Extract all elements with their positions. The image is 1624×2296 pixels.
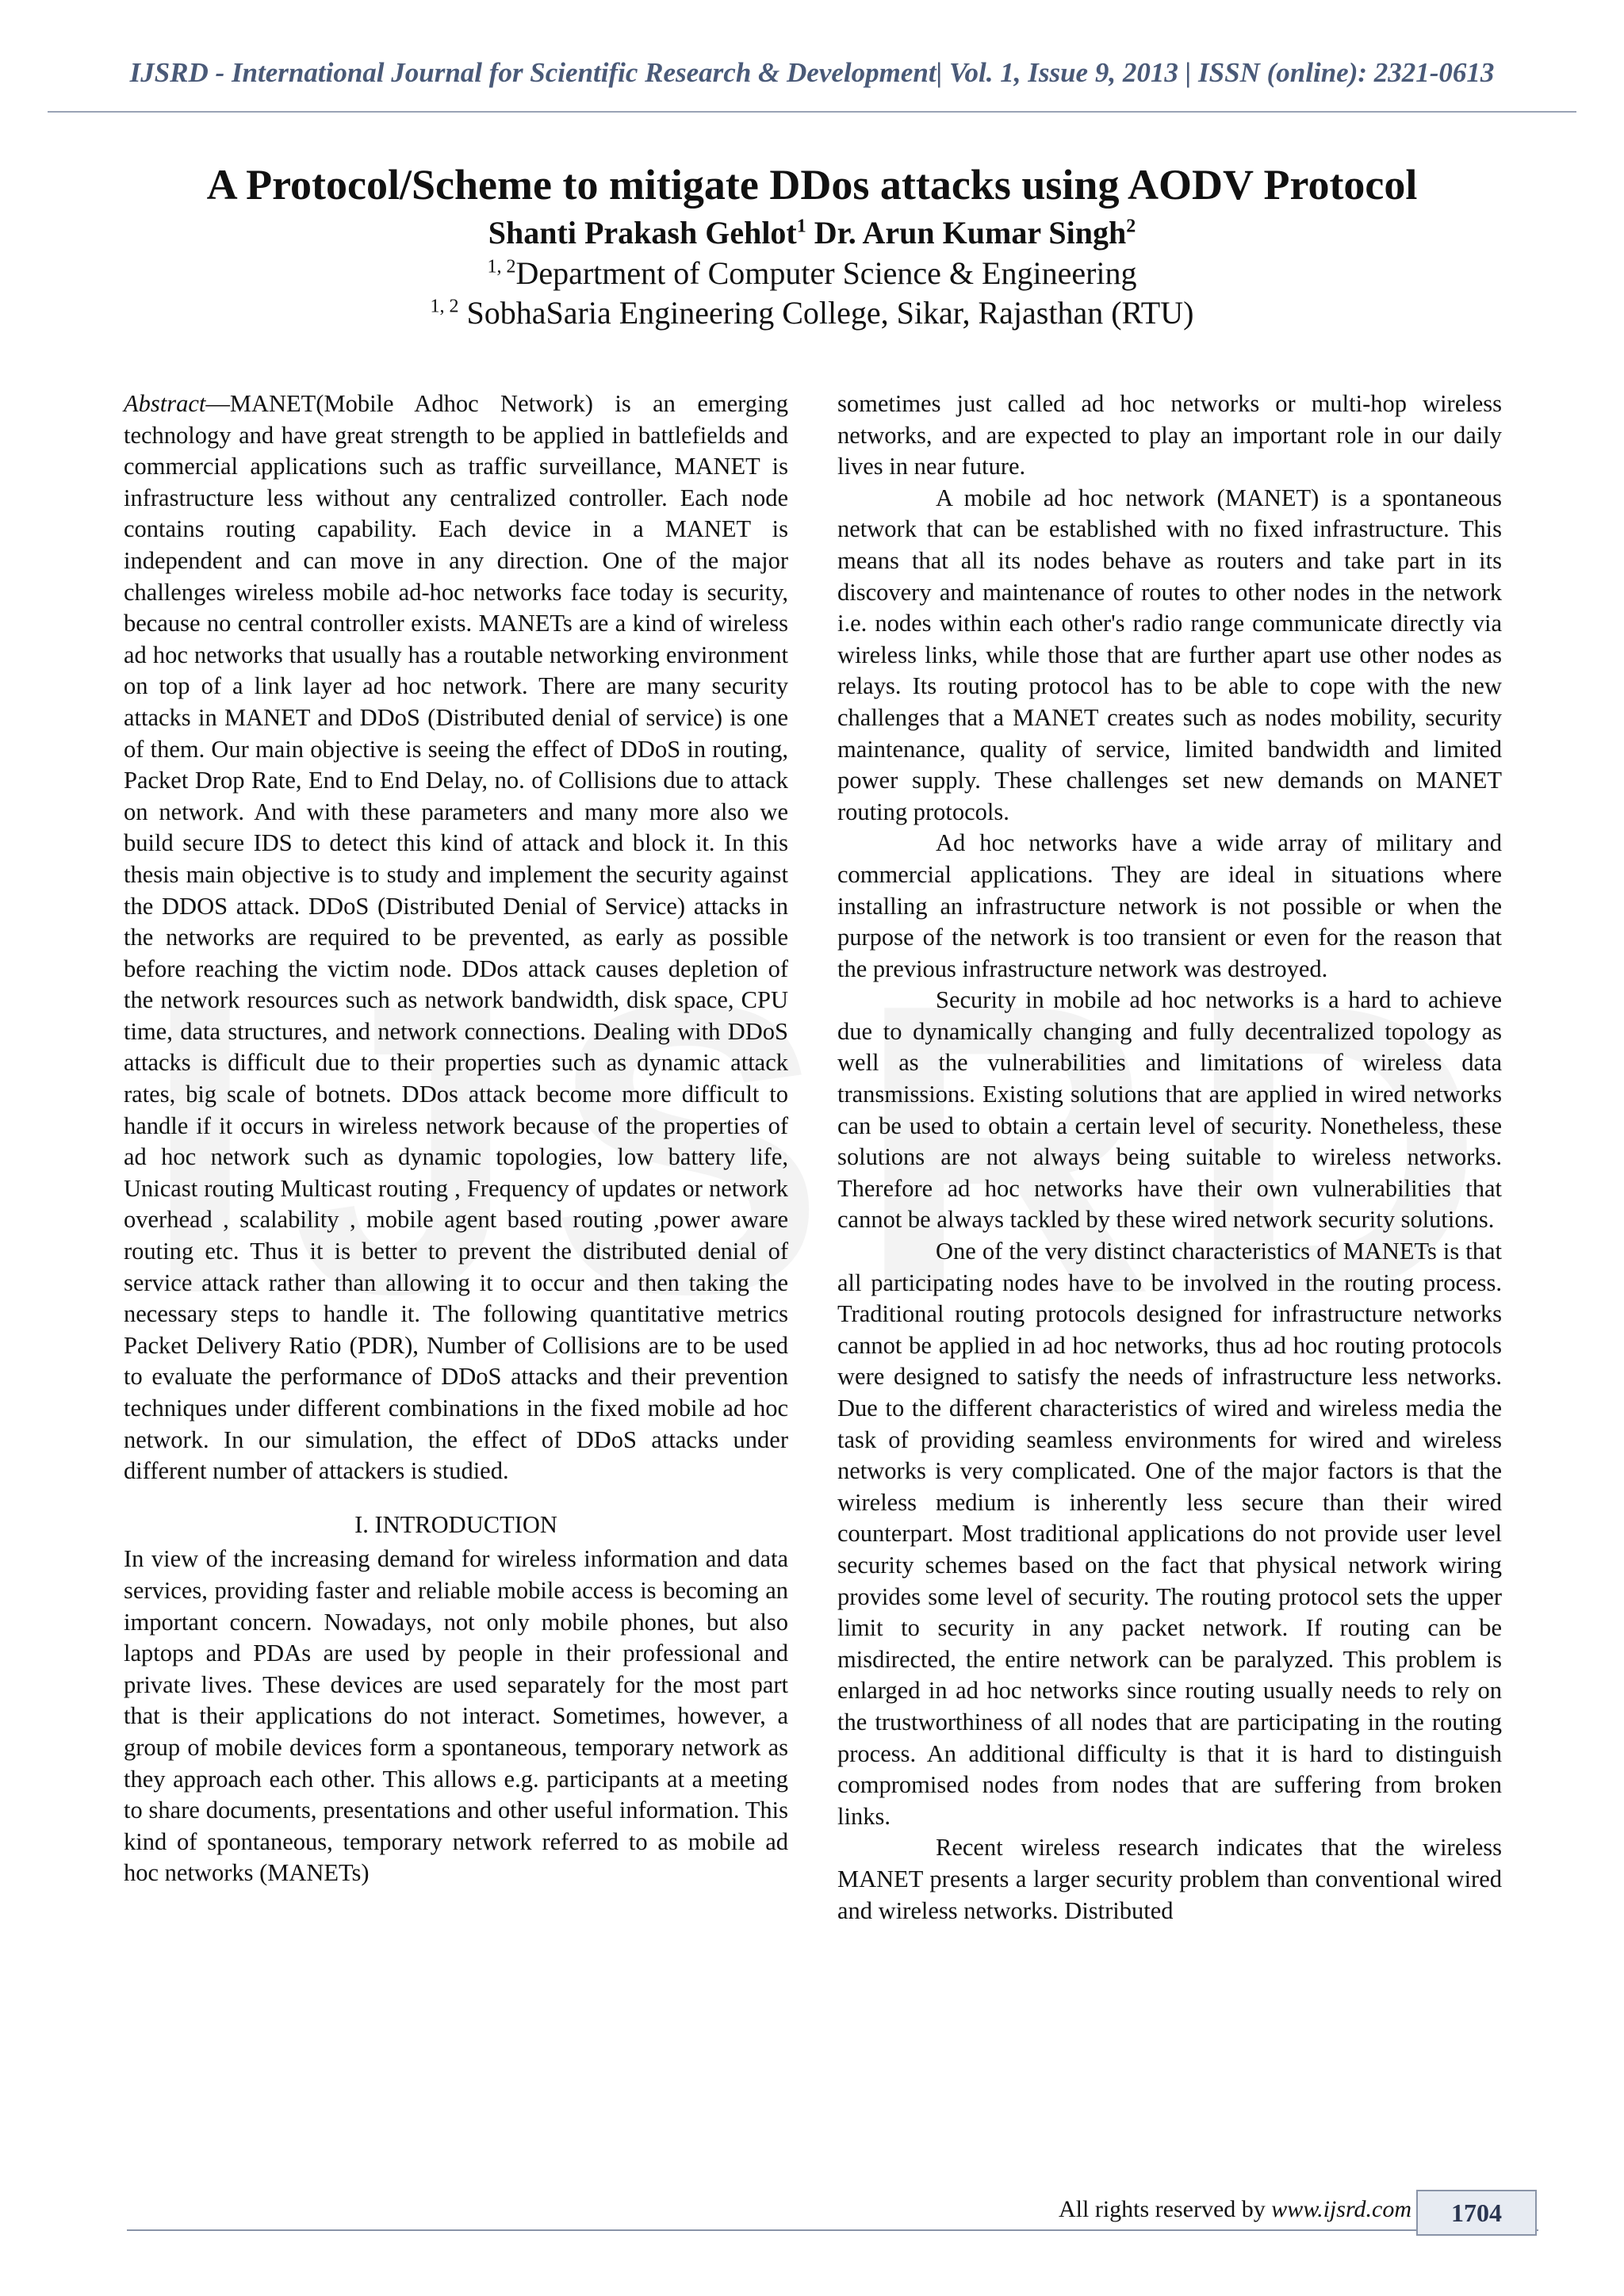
affiliation-sup: 1, 2 bbox=[430, 296, 459, 317]
header-rule bbox=[48, 111, 1576, 113]
title-block bbox=[0, 159, 1624, 333]
abstract-dash: — bbox=[205, 390, 230, 417]
author-1: Shanti Prakash Gehlot bbox=[488, 215, 797, 251]
intro-paragraph-6: Recent wireless research indicates that the wireless MANET presents a larger security problem than conventional wired and wireless networks. Distributed bbox=[837, 1834, 1502, 1924]
author-1-sup: 1 bbox=[796, 216, 806, 237]
affiliation-department bbox=[0, 254, 1624, 293]
affiliation-sup: 1, 2 bbox=[487, 256, 516, 277]
running-head: IJSRD - International Journal for Scientific Research & Development| Vol. 1, Issue 9, 2013 | ISSN (online): 2321-0613 bbox=[129, 57, 1495, 88]
right-column bbox=[837, 388, 1502, 1927]
section-heading-introduction: I. INTRODUCTION bbox=[354, 1510, 557, 1538]
intro-paragraph-2: A mobile ad hoc network (MANET) is a spontaneous network that can be established with no fixed infrastructure. This means that all its nodes behave as routers and take part in its discovery and maintenance of routes to other nodes in the network i.e. nodes within each other's radio range communicate directly via wireless links, while those that are further apart use other nodes as relays. Its routing protocol has to be able to cope with the new challenges that a MANET creates such as nodes mobility, security maintenance, quality of service, limited bandwidth and limited power supply. These challenges set new demands on MANET routing protocols. bbox=[837, 484, 1502, 825]
author-2: Dr. Arun Kumar Singh bbox=[806, 215, 1127, 251]
abstract bbox=[124, 388, 788, 1487]
intro-paragraph-1-continued: sometimes just called ad hoc networks or multi-hop wireless networks, and are expected to play an important role in our daily lives in near future. bbox=[837, 390, 1502, 480]
abstract-label: Abstract bbox=[124, 390, 206, 417]
intro-paragraph-5: One of the very distinct characteristics of MANETs is that all participating nodes have to be involved in the routing process. Traditional routing protocols designed for infrastructure networks cannot be applied in ad hoc networks, thus ad hoc routing protocols were designed to satisfy the needs of infrastructure less networks. Due to the different characteristics of wired and wireless media the task of providing seamless environments for wired and wireless networks is very complicated. One of the major factors is that the wireless medium is inherently less secure than their wired counterpart. Most traditional applications do not provide user level security schemes based on the fact that physical network wiring provides some level of security. The routing protocol sets the upper limit to security in any packet network. If routing can be misdirected, the entire network can be paralyzed. This problem is enlarged in ad hoc networks since routing usually needs to rely on the trustworthiness of all nodes that are participating in the routing process. An additional difficulty is that it is hard to distinguish compromised nodes from nodes that are suffering from broken links. bbox=[837, 1238, 1502, 1830]
author-2-sup: 2 bbox=[1126, 216, 1136, 237]
paper-title: A Protocol/Scheme to mitigate DDos attacks using AODV Protocol bbox=[206, 161, 1418, 209]
footer-site-link[interactable]: www.ijsrd.com bbox=[1271, 2196, 1411, 2222]
footer-rights bbox=[1031, 2196, 1411, 2223]
page-number: 1704 bbox=[1416, 2190, 1537, 2236]
authors bbox=[0, 212, 1624, 254]
abstract-text: MANET(Mobile Adhoc Network) is an emerging technology and have great strength to be applied in battlefields and commercial applications such as traffic surveillance, MANET is infrastructure less without any centralized controller. Each node contains routing capability. Each device in a MANET is independent and can move in any direction. One of the major challenges wireless mobile ad-hoc networks face today is security, because no central controller exists. MANETs are a kind of wireless ad hoc networks that usually has a routable networking environment on top of a link layer ad hoc network. There are many security attacks in MANET and DDoS (Distributed denial of service) is one of them. Our main objective is seeing the effect of DDoS in routing, Packet Drop Rate, End to End Delay, no. of Collisions due to attack on network. And with these parameters and many more also we build secure IDS to detect this kind of attack and block it. In this thesis main objective is to study and implement the security against the DDOS attack. DDoS (Distributed Denial of Service) attacks in the networks are required to be prevented, as early as possible before reaching the victim node. DDos attack causes depletion of the network resources such as network bandwidth, disk space, CPU time, data structures, and network connections. Dealing with DDoS attacks is difficult due to their properties such as dynamic attack rates, big scale of botnets. DDos attack become more difficult to handle if it occurs in wireless network because of the properties of ad hoc network such as dynamic topologies, low battery life, Unicast routing Multicast routing , Frequency of updates or network overhead , scalability , mobile agent based routing ,power aware routing etc. Thus it is better to prevent the distributed denial of service attack rather than allowing it to occur and then taking the necessary steps to handle it. The following quantitative metrics Packet Delivery Ratio (PDR), Number of Collisions are to be used to evaluate the performance of DDoS attacks and their prevention techniques under different combinations in the fixed mobile ad hoc network. In our simulation, the effect of DDoS attacks under different number of attackers is studied. bbox=[124, 390, 788, 1485]
department: Department of Computer Science & Engineering bbox=[515, 255, 1137, 291]
left-column bbox=[124, 388, 788, 1889]
footer-rule bbox=[127, 2229, 1538, 2231]
footer-rights-text: All rights reserved by bbox=[1059, 2196, 1272, 2222]
intro-paragraph-1: In view of the increasing demand for wireless information and data services, providing faster and reliable mobile access is becoming an important concern. Nowadays, not only mobile phones, but also laptops and PDAs are used by people in their professional and private lives. These devices are used separately for the most part that is their applications do not interact. Sometimes, however, a group of mobile devices form a spontaneous, temporary network as they approach each other. This allows e.g. participants at a meeting to share documents, presentations and other useful information. This kind of spontaneous, temporary network referred to as mobile ad hoc networks (MANETs) bbox=[124, 1545, 788, 1887]
affiliation-college bbox=[0, 293, 1624, 333]
intro-paragraph-3: Ad hoc networks have a wide array of military and commercial applications. They are ideal in situations where installing an infrastructure network is not possible or when the purpose of the network is too transient or even for the reason that the previous infrastructure network was destroyed. bbox=[837, 829, 1502, 982]
intro-paragraph-4: Security in mobile ad hoc networks is a hard to achieve due to dynamically changing and fully decentralized topology as well as the vulnerabilities and limitations of wireless data transmissions. Existing solutions that are applied in wired networks can be used to obtain a certain level of security. Nonetheless, these solutions are not always being suitable to wireless networks. Therefore ad hoc networks have their own vulnerabilities that cannot be always tackled by these wired network security solutions. bbox=[837, 986, 1502, 1234]
college: SobhaSaria Engineering College, Sikar, Rajasthan (RTU) bbox=[458, 295, 1194, 331]
